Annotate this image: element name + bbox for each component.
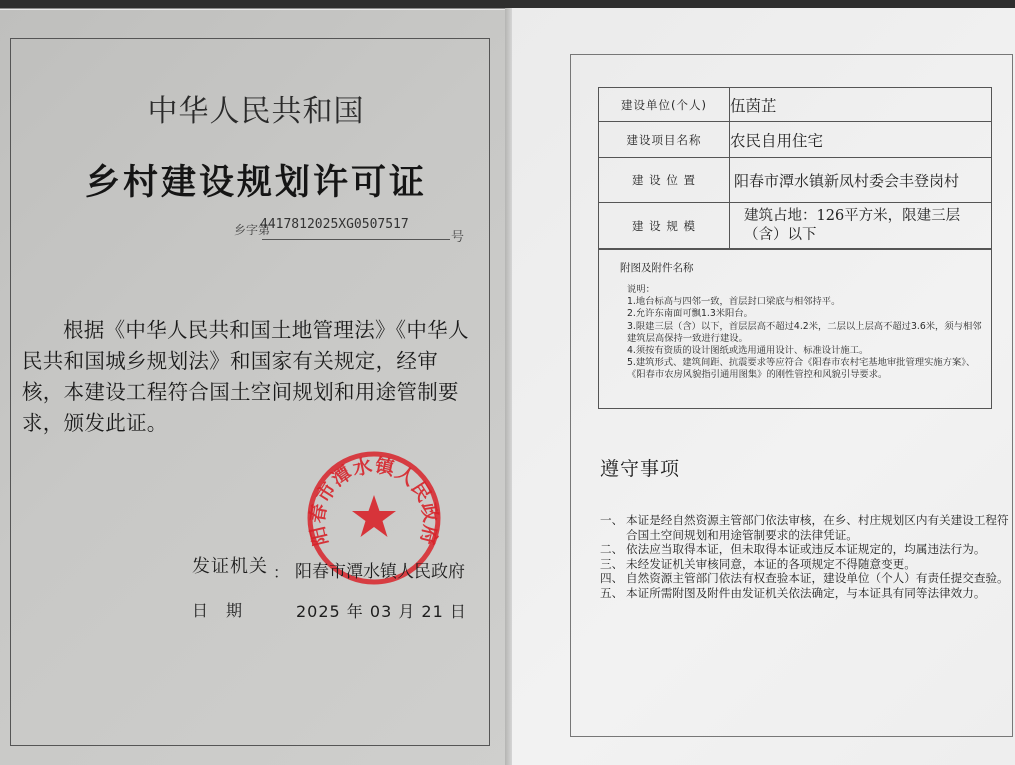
table-row (599, 158, 992, 203)
table-row (599, 122, 992, 158)
seal-star-icon (352, 495, 396, 537)
issue-date: 2025 年 03 月 21 日 (296, 602, 467, 621)
rule-item (600, 513, 1010, 542)
row-label-builder: 建设单位(个人) (599, 88, 730, 122)
row-label-location: 建 设 位 置 (599, 158, 730, 203)
rule-text: 本证所需附图及附件由发证机关依法确定，与本证具有同等法律效力。 (626, 585, 986, 600)
attachments-notes (627, 284, 989, 382)
cert-number-prefix: 乡字第 (234, 223, 271, 237)
rule-number: 四、 (600, 571, 624, 586)
row-value-scale: 建筑占地：126平方米，限建三层（含）以下 (730, 203, 992, 249)
rule-number: 一、 (600, 513, 624, 527)
construction-info-table (598, 87, 992, 249)
rule-item (600, 571, 1010, 586)
seal-text: 阳春市潭水镇人民政府 (306, 454, 442, 548)
rule-number: 五、 (600, 585, 624, 600)
rule-item (600, 542, 1010, 557)
table-row (599, 88, 992, 122)
cert-number-suffix: 号 (451, 230, 465, 245)
rule-text: 本证是经自然资源主管部门依法审核，在乡、村庄规划区内有关建设工程符合国土空间规划和用途管制要求的法律凭证。 (626, 513, 1009, 542)
rule-text: 未经发证机关审核同意，本证的各项规定不得随意变更。 (626, 556, 916, 571)
issuer-colon: ： (273, 563, 290, 582)
note-line: 4.须按有资质的设计图纸或选用通用设计、标准设计施工。 (627, 345, 869, 357)
date-label: 日期 (192, 601, 261, 620)
row-value-project: 农民自用住宅 (730, 122, 992, 158)
note-line: 1.地台标高与四邻一致，首层封口梁底与相邻持平。 (627, 296, 841, 308)
row-value-builder: 伍茵芷 (730, 88, 992, 122)
rule-item (600, 586, 1010, 601)
note-line: 2.允许东南面可飘1.3米阳台。 (627, 308, 753, 320)
note-line: 3.限建三层（含）以下，首层层高不超过4.2米，二层以上层高不超过3.6米，须与相邻建筑层高保持一致进行建设。 (627, 320, 982, 344)
rule-number: 二、 (600, 542, 624, 557)
rule-item (600, 557, 1010, 572)
issuer-value: 阳春市潭水镇人民政府 (295, 562, 465, 582)
note-line: 5.建筑形式、建筑间距、抗震要求等应符合《阳春市农村宅基地审批管理实施方案》、《阳春市农房风貌指引通用图集》的刚性管控和风貌引导要求。 (627, 357, 976, 381)
country-name: 中华人民共和国 (147, 94, 365, 129)
certificate-body-text: 根据《中华人民共和国土地管理法》《中华人民共和国城乡规划法》和国家有关规定，经审核，本建设工程符合国土空间规划和用途管制要求，颁发此证。 (22, 318, 469, 435)
cert-number-underline (262, 239, 450, 240)
cert-number: 4417812025XG0507517 (260, 217, 409, 232)
row-value-location: 阳春市潭水镇新凤村委会丰登岗村 (730, 158, 992, 203)
rule-text: 自然资源主管部门依法有权查验本证，建设单位（个人）有责任提交查验。 (626, 571, 1009, 586)
rule-text: 依法应当取得本证，但未取得本证或违反本证规定的，均属违法行为。 (626, 542, 986, 557)
certificate-title: 乡村建设规划许可证 (84, 163, 427, 203)
table-row (599, 203, 992, 249)
row-label-project: 建设项目名称 (599, 122, 730, 158)
issuer-label: 发证机关 (192, 556, 268, 577)
row-label-scale: 建 设 规 模 (599, 203, 730, 249)
rules-title: 遵守事项 (600, 458, 681, 480)
rules-list (600, 513, 1010, 601)
note-line: 说明： (627, 284, 655, 295)
attachments-title: 附图及附件名称 (620, 262, 694, 274)
rule-number: 三、 (600, 556, 624, 571)
